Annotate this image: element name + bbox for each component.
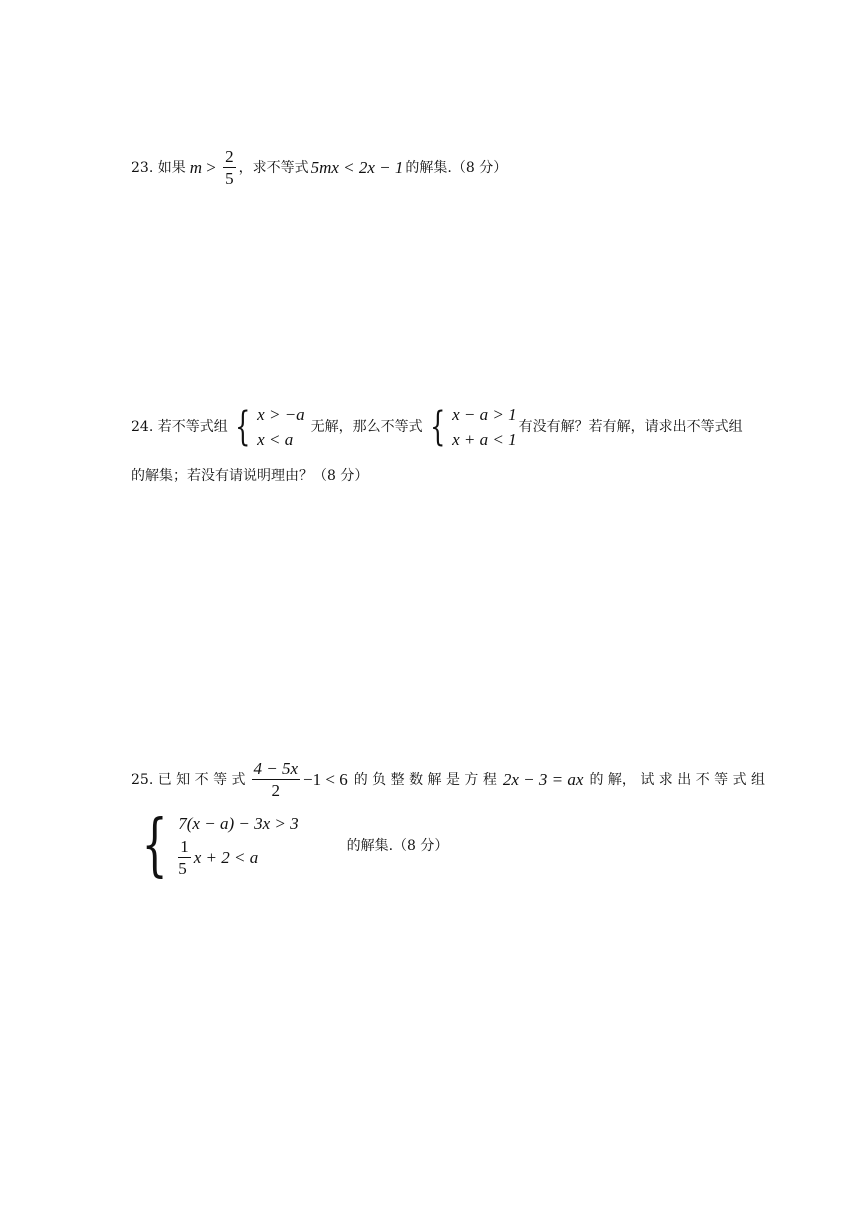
- q25-fraction: [252, 760, 301, 799]
- q25-sys-row2-frac-den: 5: [178, 859, 187, 878]
- q23-comma-text: ，求不等式: [238, 159, 309, 176]
- q24-line2: 的解集；若没有请说明理由？（8 分）: [131, 468, 369, 484]
- q25-frac-den: 2: [271, 781, 281, 800]
- q25-system: [131, 806, 299, 885]
- q25-tail2: 的解集.（8 分）: [346, 838, 449, 854]
- q25-tail1: 的 解， 试 求 出 不 等 式 组: [589, 771, 766, 788]
- q24-brace-1: {: [234, 404, 251, 450]
- q25-sys-row2-rest: x + 2 < a: [193, 848, 259, 867]
- q25-mid: 的 负 整 数 解 是 方 程: [353, 771, 497, 788]
- q23-var-m: m: [189, 157, 202, 177]
- q23-gt: >: [202, 157, 221, 177]
- q23-inequality: 5mx < 2x − 1: [310, 157, 404, 177]
- q25-brace: {: [141, 806, 168, 885]
- q24-mid: 无解，那么不等式: [310, 419, 423, 435]
- q24-brace-2: {: [429, 404, 446, 450]
- q23-frac-den: 5: [225, 169, 234, 188]
- q24-sys2-row2: x + a < 1: [452, 430, 517, 449]
- q24-sys1-row2: x < a: [257, 430, 294, 449]
- q25-after-frac: −1 < 6: [303, 769, 348, 789]
- q25-sys-row2-frac-num: 1: [180, 837, 189, 856]
- q24-system-2: [423, 406, 517, 448]
- q23-tail: 的解集.（8 分）: [405, 159, 508, 176]
- q24-tail1: 有没有解？若有解，请求出不等式组: [518, 419, 743, 435]
- q23-frac-num: 2: [225, 147, 234, 166]
- q24-system-1: [228, 406, 305, 448]
- q23-label: 23. 如果: [131, 159, 186, 176]
- q25-sys-row2: [178, 838, 298, 877]
- q25-sys-row2-fraction: [178, 838, 191, 877]
- q25-label: 25. 已 知 不 等 式: [131, 771, 246, 788]
- q25-frac-num: 4 − 5x: [253, 759, 299, 778]
- q24-sys1-row1: x > −a: [257, 405, 305, 424]
- q25-sys-row1: 7(x − a) − 3x > 3: [178, 814, 299, 833]
- q25-equation: 2x − 3 = ax: [502, 769, 584, 789]
- q23-fraction: [223, 148, 236, 187]
- q24-sys2-row1: x − a > 1: [452, 405, 517, 424]
- q24-label: 24. 若不等式组: [131, 419, 228, 435]
